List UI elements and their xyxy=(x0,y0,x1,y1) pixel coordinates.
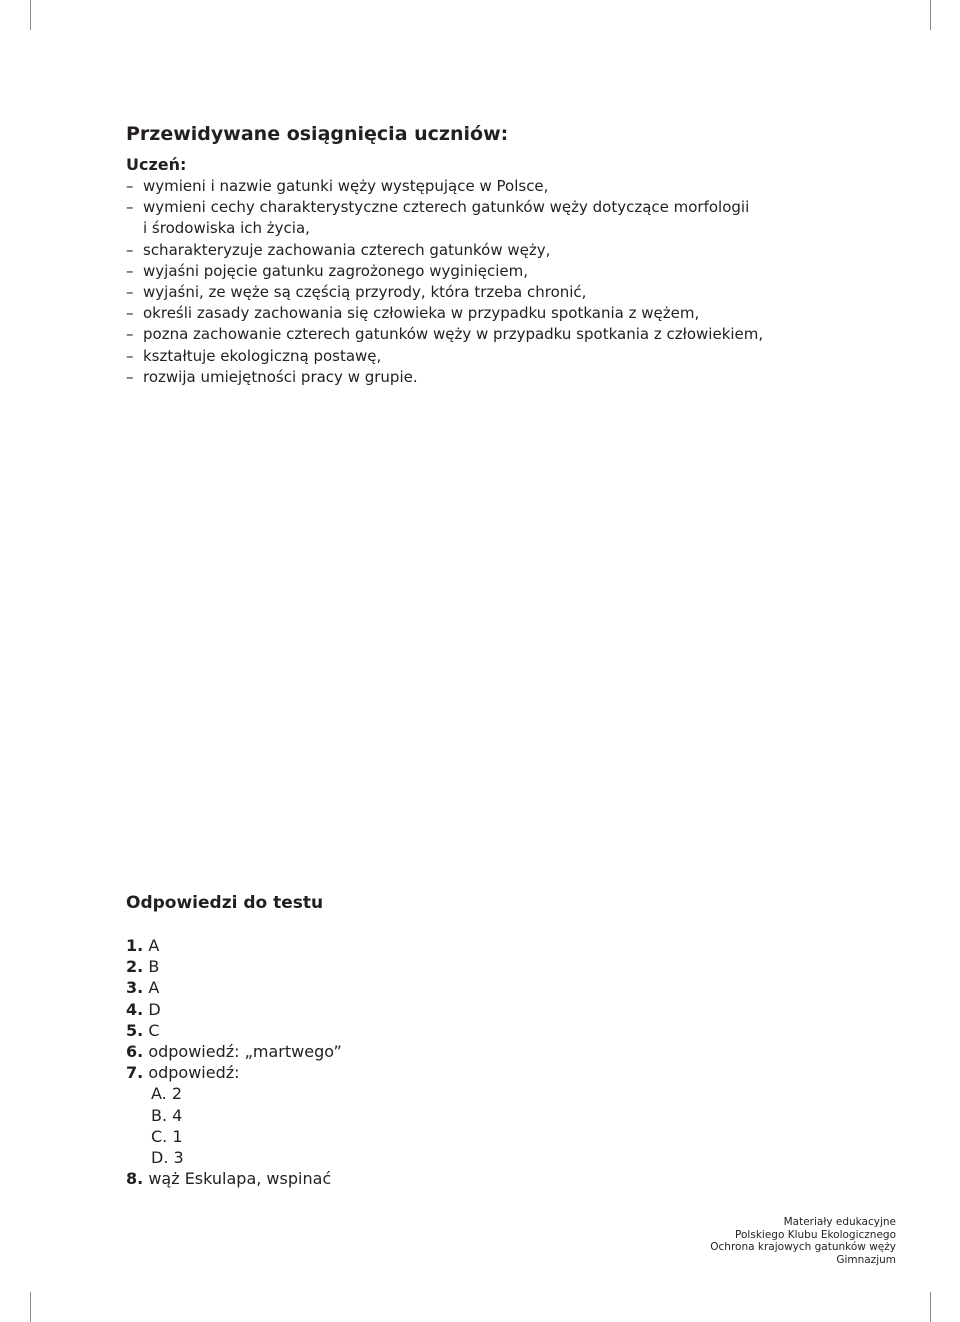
footer-line: Materiały edukacyjne xyxy=(783,1216,896,1228)
objective-text: wymieni i nazwie gatunki węży występujące w Polsce, xyxy=(143,177,549,195)
answer-sub-item: C. 1 xyxy=(151,1126,183,1146)
answer-item xyxy=(126,956,342,977)
answer-number: 8. xyxy=(126,1169,144,1189)
objective-text-continuation: i środowiska ich życia, xyxy=(143,219,310,238)
footer-credits xyxy=(710,1216,896,1266)
dash-bullet: – xyxy=(126,261,134,280)
answer-sub-item: A. 2 xyxy=(151,1084,183,1104)
footer-line: Gimnazjum xyxy=(836,1253,896,1266)
dash-bullet: – xyxy=(126,325,134,344)
objective-item xyxy=(126,282,846,303)
answer-number: 2. xyxy=(126,957,144,977)
answer-item xyxy=(126,977,342,998)
answer-text: odpowiedź: „martwego” xyxy=(148,1042,342,1062)
crop-mark-top-right xyxy=(930,0,931,30)
dash-bullet: – xyxy=(126,177,134,195)
answer-number: 4. xyxy=(126,999,144,1019)
objective-item xyxy=(126,367,846,388)
objectives-list xyxy=(126,176,846,388)
answer-item xyxy=(126,935,342,956)
answer-item xyxy=(126,999,342,1020)
crop-mark-bottom-left xyxy=(30,1292,31,1322)
answers-heading: Odpowiedzi do testu xyxy=(126,893,324,913)
answer-number: 1. xyxy=(126,936,144,955)
dash-bullet: – xyxy=(126,304,134,323)
dash-bullet: – xyxy=(126,240,134,259)
objective-item xyxy=(126,197,846,239)
answer-text: C xyxy=(148,1020,160,1040)
crop-mark-top-left xyxy=(30,0,31,30)
answer-text: B xyxy=(148,957,160,977)
dash-bullet: – xyxy=(126,346,134,365)
objective-item xyxy=(126,303,846,324)
answer-sub-item: B. 4 xyxy=(151,1105,183,1125)
dash-bullet: – xyxy=(126,283,134,302)
answer-item xyxy=(126,1041,342,1062)
footer-line: Polskiego Klubu Ekologicznego xyxy=(735,1228,896,1241)
objective-text: wymieni cechy charakterystyczne czterech gatunków węży dotyczące morfologii xyxy=(143,198,750,217)
objective-item xyxy=(126,346,846,367)
objective-item xyxy=(126,324,846,345)
footer-line: Ochrona krajowych gatunków węży xyxy=(710,1241,896,1254)
answer-number: 6. xyxy=(126,1042,144,1062)
objective-item xyxy=(126,240,846,261)
objective-text: wyjaśni, ze węże są częścią przyrody, która trzeba chronić, xyxy=(143,283,587,302)
answer-text: odpowiedź: xyxy=(148,1063,240,1083)
answer-text: wąż Eskulapa, wspinać xyxy=(148,1169,332,1189)
answer-item xyxy=(126,1020,342,1041)
objective-text: kształtuje ekologiczną postawę, xyxy=(143,346,382,365)
objective-text: wyjaśni pojęcie gatunku zagrożonego wyginięciem, xyxy=(143,261,528,280)
answer-number: 5. xyxy=(126,1020,144,1040)
pupil-label: Uczeń: xyxy=(126,155,187,174)
crop-mark-bottom-right xyxy=(930,1292,931,1322)
answer-item xyxy=(126,1168,342,1189)
objective-item xyxy=(126,176,846,197)
answer-text: A xyxy=(148,936,160,955)
dash-bullet: – xyxy=(126,198,134,217)
answer-number: 7. xyxy=(126,1063,144,1083)
objective-text: pozna zachowanie czterech gatunków węży w przypadku spotkania z człowiekiem, xyxy=(143,325,764,344)
objective-text: scharakteryzuje zachowania czterech gatunków węży, xyxy=(143,240,551,259)
answer-number: 3. xyxy=(126,978,144,998)
answer-sub-list xyxy=(126,1083,342,1168)
answer-item xyxy=(126,1062,342,1168)
objective-item xyxy=(126,261,846,282)
answers-list xyxy=(126,935,342,1189)
answer-text: D xyxy=(148,999,161,1019)
dash-bullet: – xyxy=(126,367,134,386)
objectives-heading: Przewidywane osiągnięcia uczniów: xyxy=(126,123,509,145)
objective-text: określi zasady zachowania się człowieka w przypadku spotkania z wężem, xyxy=(143,304,700,323)
answer-text: A xyxy=(148,978,160,998)
answer-sub-item: D. 3 xyxy=(151,1148,184,1168)
objective-text: rozwija umiejętności pracy w grupie. xyxy=(143,367,418,386)
